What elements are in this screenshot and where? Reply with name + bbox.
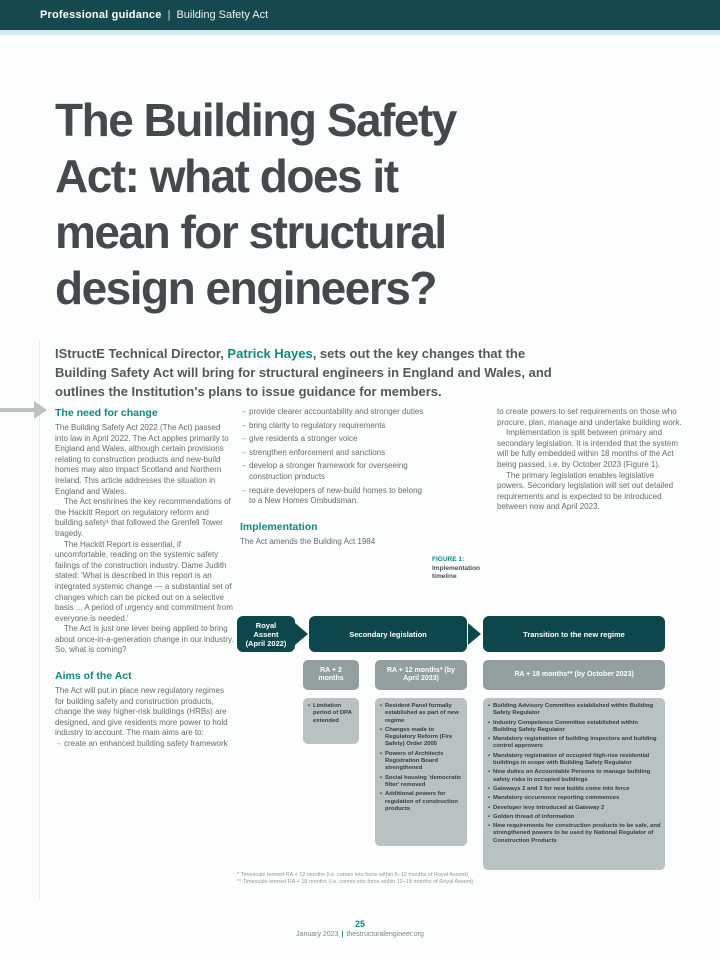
standfirst-suffix: , sets out the key changes that the Building Safety Act will bring for structural engineers in England and Wales, and outlines the Institution's plans to issue guidance for members. [55,346,552,399]
title-line: Act: what does it [55,150,398,202]
section-banner [0,0,720,30]
figure-caption-text: Implementation timeline [432,564,481,580]
stage-royal-assent: Royal Assent (April 2022) [237,616,295,652]
milestone-ra-18-months: RA + 18 months** (by October 2023) [483,660,665,690]
detail-item: • Additional powers for regulation of construction products [380,791,463,813]
aims-list-item: → require developers of new-build homes to belong to a New Homes Ombudsman. [240,486,430,507]
title-line: design engineers? [55,262,436,314]
stage-secondary-legislation: Secondary legislation [309,616,467,652]
title-line: The Building Safety [55,94,456,146]
body-column-3 [497,407,683,513]
standfirst-prefix: IStructE Technical Director, [55,346,228,361]
detail-item: • Powers of Architects Registration Board strengthened [380,751,463,773]
detail-item: • Limitation period of DPA extended [308,703,355,725]
heading-implementation: Implementation [240,520,318,533]
detail-item: • New requirements for construction products to be safe, and strengthened powers to be used by National Regulator of Construction Products [488,823,661,845]
aims-list-item: → provide clearer accountability and stronger duties [240,407,430,418]
heading-need-for-change: The need for change [55,407,158,419]
footer-issue: January 2023 [296,931,339,938]
milestone-ra-12-months: RA + 12 months* (by April 2023) [375,660,467,690]
body-column-1 [55,407,234,753]
paragraph: Implementation is split between primary and secondary legislation. It is intended that the system will be fully embedded within 18 months of the Act being passed, i.e. by October 2023 (Figure 1). [497,428,678,469]
paragraph: The Building Safety Act 2022 (The Act) passed into law in April 2022. The Act applies primarily to England and Wales, although certain provisions relating to construction products and new-build homes may also impact Scotland and Northern Ireland. This article addresses the situation in England and Wales. [55,423,229,496]
footer-line [0,931,720,938]
milestone-ra-2-months: RA + 2 months [303,660,359,690]
figure-footnotes [237,872,667,886]
column-guide-line [39,340,40,900]
aims-list [55,739,234,750]
figure-caption [432,556,492,582]
page-title [55,92,665,316]
standfirst [55,344,560,401]
aims-list-continued [240,407,430,507]
heading-aims-of-act: Aims of the Act [55,670,132,683]
aims-list-item: → bring clarity to regulatory requirements [240,421,430,432]
detail-item: • Changes made to Regulatory Reform (Fire Safety) Order 2005 [380,727,463,749]
paragraph: The Act is just one lever being applied to bring about once-in-a-generation change in our industry. So, what is coming? [55,624,234,655]
banner-accent-strip [0,30,720,35]
paragraph: The Act will put in place new regulatory regimes for building safety and construction products, change the way higher-risk buildings (HRBs) are designed, and give residents more power to hold industry to account. The main aims are to: [55,686,228,738]
footnote: * Timescale termed RA + 12 months (i.e. comes into force within 6–12 months of Royal Assent) [237,872,468,878]
detail-item: • Mandatory registration of occupied high-rise residential buildings in scope with Building Safety Regulator [488,753,661,768]
footer-separator: | [341,931,344,938]
aims-list-item: → give residents a stronger voice [240,434,430,445]
detail-item: • Mandatory registration of building inspectors and building control approvers [488,736,661,751]
details-box-ra12 [375,698,467,846]
paragraph: The Act amends the Building Act 1984 [240,536,376,546]
arrow-right-icon [295,623,308,645]
figure-caption-label: FIGURE 1: [432,556,465,563]
detail-item: • New duties on Accountable Persons to manage building safety risks in occupied buildings [488,769,661,784]
banner-separator: | [167,9,171,21]
paragraph: The primary legislation enables legislative powers. Secondary legislation will set out detailed requirements and is expected to be introduced between now and April 2023. [497,470,674,512]
detail-item: • Developer levy introduced at Gateway 2 [488,805,661,812]
paragraph: The Hackitt Report is essential, if uncomfortable, reading on the systemic safety failings of the construction industry. Dame Judith stated: 'What is described in this report is an integrated systemic change — a substantial set of changes which can be picked out on a selective basis ... A period of urgency and commitment from everyone is needed.' [55,539,233,623]
footnote: ** Timescale termed RA + 18 months (i.e. comes into force within 12–18 months of Royal Assent) [237,879,474,885]
aims-list-item: → create an enhanced building safety framework [55,739,234,750]
aims-list-item: → strengthen enforcement and sanctions [240,448,430,459]
paragraph: The Act enshrines the key recommendations of the Hackitt Report on regulatory reform and building safety¹ that followed the Grenfell Tower tragedy. [55,497,231,538]
detail-item: • Social housing 'democratic filter' removed [380,775,463,790]
footer-site: thestructuralengineer.org [346,931,424,938]
paragraph: to create powers to set requirements on those who procure, plan, manage and undertake building work. [497,407,682,427]
margin-arrow-icon [0,401,48,419]
banner-topic: Building Safety Act [176,9,269,21]
details-box-ra2 [303,698,359,744]
page-footer [0,919,720,938]
aims-list-item: → develop a stronger framework for overseeing construction products [240,461,430,482]
title-line: mean for structural [55,206,446,258]
implementation-timeline-diagram [237,616,665,874]
arrow-right-icon [468,623,481,645]
detail-item: • Industry Competence Committee established within Building Safety Regulator [488,720,661,735]
section-label: Professional guidance [40,9,162,21]
detail-item: • Mandatory occurrence reporting commences [488,795,661,802]
stage-transition-new-regime: Transition to the new regime [483,616,665,652]
details-box-ra18 [483,698,665,870]
detail-item: • Building Advisory Committee established within Building Safety Regulator [488,703,661,718]
body-column-2 [240,407,430,547]
page-number: 25 [354,919,365,929]
detail-item: • Gateways 2 and 3 for new builds come into force [488,786,661,793]
detail-item: • Golden thread of information [488,814,661,821]
detail-item: • Resident Panel formally established as part of new regime [380,703,463,725]
author-name: Patrick Hayes [227,346,313,361]
